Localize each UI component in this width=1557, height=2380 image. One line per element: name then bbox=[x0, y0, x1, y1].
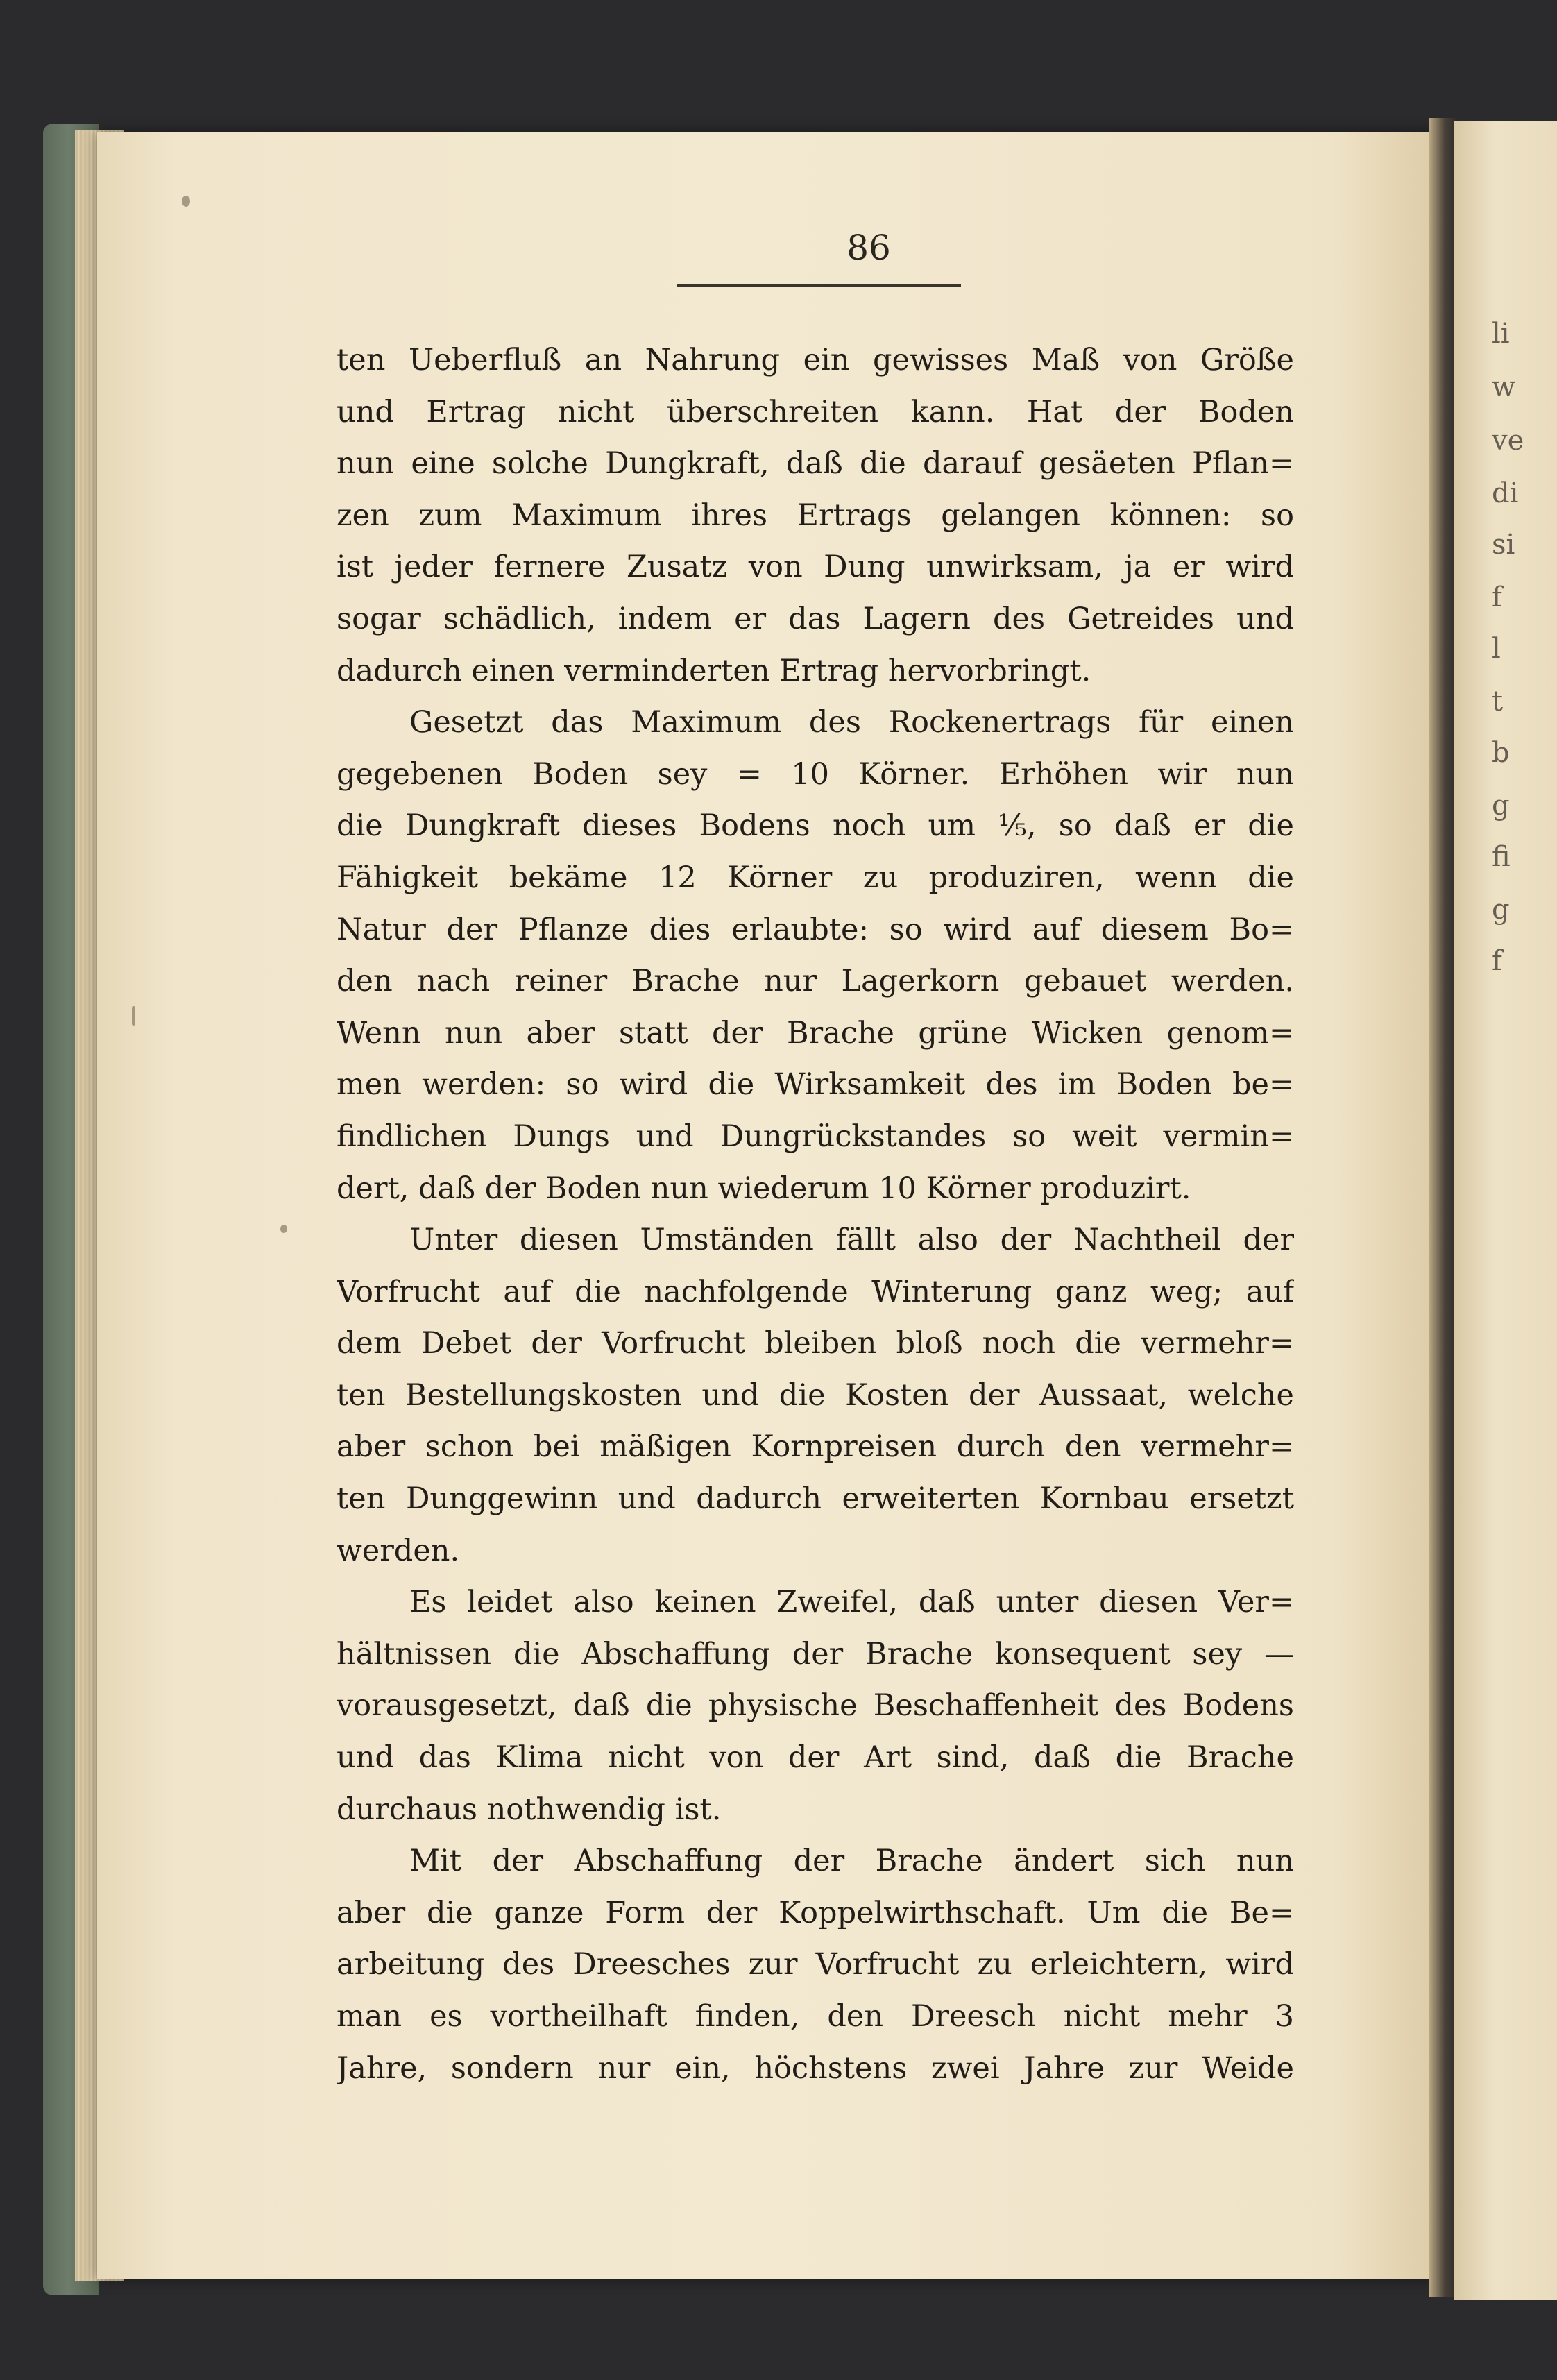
text-line: dert, daß der Boden nun wiederum 10 Körner produzirt. bbox=[337, 1171, 1191, 1206]
text-line: Gesetzt das Maximum des Rockenertrags für einen bbox=[409, 705, 1294, 740]
text-line: Unter diesen Umständen fällt also der Nachtheil der bbox=[409, 1223, 1294, 1258]
text-line: dadurch einen verminderten Ertrag hervorbringt. bbox=[337, 653, 1091, 688]
text-line: ten Bestellungskosten und die Kosten der Aussaat, welche bbox=[337, 1377, 1294, 1413]
facing-page-fragment: l bbox=[1492, 633, 1501, 665]
text-line: nun eine solche Dungkraft, daß die darauf gesäeten Pflan= bbox=[337, 446, 1294, 482]
text-line: gegebenen Boden sey = 10 Körner. Erhöhen wir nun bbox=[337, 756, 1294, 792]
text-line: und das Klima nicht von der Art sind, daß die Brache bbox=[337, 1740, 1294, 1776]
facing-page-fragment: f bbox=[1492, 945, 1502, 977]
body-text bbox=[337, 334, 1294, 2094]
facing-page-fragment: b bbox=[1492, 737, 1510, 769]
text-line: Fähigkeit bekäme 12 Körner zu produziren, wenn die bbox=[337, 860, 1294, 895]
page-number bbox=[0, 228, 1557, 268]
text-line: Wenn nun aber statt der Brache grüne Wicken genom= bbox=[337, 1015, 1294, 1051]
text-line: ten Ueberfluß an Nahrung ein gewisses Maß von Größe bbox=[337, 343, 1294, 377]
text-line: zen zum Maximum ihres Ertrags gelangen können: so bbox=[337, 498, 1294, 533]
text-line: Mit der Abschaffung der Brache ändert sich nun bbox=[409, 1844, 1294, 1879]
text-line: Natur der Pflanze dies erlaubte: so wird auf diesem Bo= bbox=[337, 912, 1294, 947]
text-line: hältnissen die Abschaffung der Brache konsequent sey — bbox=[337, 1636, 1294, 1672]
facing-page-fragment: li bbox=[1492, 318, 1510, 350]
text-line: findlichen Dungs und Dungrückstandes so weit vermin= bbox=[337, 1119, 1294, 1154]
paper-speck bbox=[182, 196, 190, 207]
text-line: den nach reiner Brache nur Lagerkorn gebauet werden. bbox=[337, 964, 1294, 999]
facing-page-fragment: g bbox=[1492, 894, 1510, 926]
facing-page-fragment: fi bbox=[1492, 841, 1511, 873]
paper-speck bbox=[132, 1006, 135, 1026]
text-line: aber die ganze Form der Koppelwirthschaft. Um die Be= bbox=[337, 1895, 1294, 1930]
text-line: werden. bbox=[337, 1533, 460, 1568]
text-line: Vorfrucht auf die nachfolgende Winterung ganz weg; auf bbox=[337, 1274, 1294, 1309]
text-line: men werden: so wird die Wirksamkeit des im Boden be= bbox=[337, 1067, 1294, 1103]
facing-page-fragment: f bbox=[1492, 581, 1502, 613]
text-line: arbeitung des Dreesches zur Vorfrucht zu erleichtern, wird bbox=[337, 1947, 1294, 1982]
facing-page-fragment: si bbox=[1492, 529, 1515, 561]
text-line: und Ertrag nicht überschreiten kann. Hat der Boden bbox=[337, 394, 1294, 430]
header-rule bbox=[677, 284, 961, 287]
text-line: aber schon bei mäßigen Kornpreisen durch den vermehr= bbox=[337, 1429, 1294, 1465]
paper-speck bbox=[280, 1225, 287, 1233]
text-line: durchaus nothwendig ist. bbox=[337, 1792, 722, 1827]
facing-page-fragment: w bbox=[1492, 371, 1516, 403]
text-line: Jahre, sondern nur ein, höchstens zwei Jahre zur Weide bbox=[337, 2050, 1294, 2086]
facing-page-fragment: di bbox=[1492, 477, 1519, 509]
text-line: ten Dunggewinn und dadurch erweiterten Kornbau ersetzt bbox=[337, 1481, 1294, 1517]
page-number-text: 86 bbox=[846, 228, 891, 268]
facing-page-fragment: ve bbox=[1492, 425, 1524, 457]
text-line: Es leidet also keinen Zweifel, daß unter diesen Ver= bbox=[409, 1585, 1294, 1620]
text-line: die Dungkraft dieses Bodens noch um ⅕, so daß er die bbox=[337, 808, 1294, 844]
text-line: dem Debet der Vorfrucht bleiben bloß noch die vermehr= bbox=[337, 1326, 1294, 1361]
book-gutter bbox=[1429, 118, 1457, 2297]
text-line: man es vortheilhaft finden, den Dreesch nicht mehr 3 bbox=[337, 1999, 1294, 2034]
facing-page-fragment: t bbox=[1492, 686, 1504, 717]
facing-page-fragment: g bbox=[1492, 790, 1510, 822]
text-line: vorausgesetzt, daß die physische Beschaffenheit des Bodens bbox=[337, 1688, 1294, 1724]
text-line: sogar schädlich, indem er das Lagern des Getreides und bbox=[337, 601, 1294, 636]
text-line: ist jeder fernere Zusatz von Dung unwirksam, ja er wird bbox=[337, 550, 1294, 585]
